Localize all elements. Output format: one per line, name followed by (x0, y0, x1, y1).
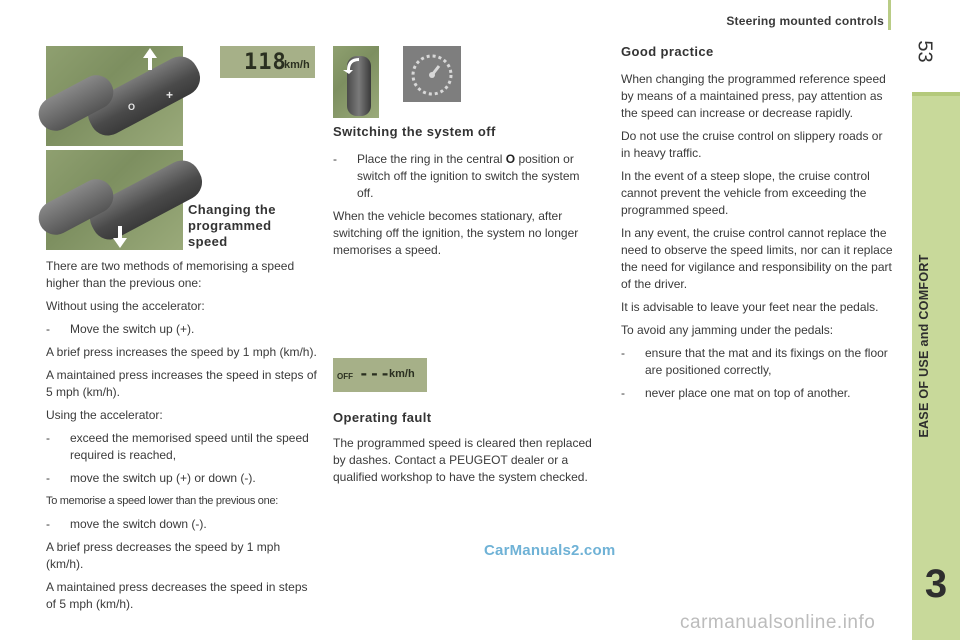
paragraph: A brief press decreases the speed by 1 mph (km/h). (46, 540, 281, 571)
paragraph: The programmed speed is cleared then replaced by dashes. Contact a PEUGEOT dealer or a qualified workshop to have the system checked. (333, 436, 592, 484)
fault-off-label: OFF (337, 372, 353, 381)
list-item: - never place one mat on top of another. (621, 386, 851, 400)
paragraph: It is advisable to leave your feet near the pedals. (621, 300, 879, 314)
paragraph: When changing the programmed reference speed by means of a maintained press, pay attention as the speed can increase or decrease rapidly. (621, 72, 886, 120)
list-item: - exceed the memorised speed until the speed required is reached, (46, 431, 309, 462)
paragraph: Using the accelerator: (46, 408, 163, 422)
list-item: - move the switch down (-). (46, 517, 207, 531)
list-item: - Place the ring in the central O position or switch off the ignition to switch the system off. (333, 152, 580, 200)
header-accent-bar (888, 0, 891, 30)
arrow-up-icon (142, 48, 158, 70)
watermark-carmanualsonline: carmanualsonline.info (680, 612, 876, 633)
fault-display-image (333, 358, 427, 392)
list-item: - ensure that the mat and its fixings on the floor are positioned correctly, (621, 346, 888, 377)
speed-unit: km/h (284, 59, 310, 71)
column-switching (333, 124, 598, 265)
paragraph: A maintained press decreases the speed in steps of 5 mph (km/h). (46, 580, 308, 611)
switching-heading: Switching the system off (333, 124, 496, 139)
speed-display-image (220, 46, 315, 78)
column-fault (333, 410, 598, 492)
changing-heading: Changing the programmed speed (188, 202, 276, 249)
paragraph: There are two methods of memorising a speed higher than the previous one: (46, 259, 295, 290)
fault-dashes: --- (359, 364, 391, 383)
cruise-gauge-image (403, 46, 461, 102)
arrow-down-icon (112, 226, 128, 248)
column-changing (46, 258, 318, 619)
stalk-photo-down (46, 150, 183, 250)
paragraph: In the event of a steep slope, the cruise control cannot prevent the vehicle from exceeding the programmed speed. (621, 169, 870, 217)
speed-digits: 118 (244, 50, 287, 75)
fault-unit: km/h (389, 368, 415, 380)
list-item: - move the switch up (+) or down (-). (46, 471, 256, 485)
paragraph: A maintained press increases the speed in steps of 5 mph (km/h). (46, 368, 317, 399)
paragraph: To avoid any jamming under the pedals: (621, 323, 834, 337)
paragraph: Without using the accelerator: (46, 299, 205, 313)
stalk-photo-up (46, 46, 183, 146)
good-practice-heading: Good practice (621, 44, 714, 59)
paragraph: When the vehicle becomes stationary, after switching off the ignition, the system no longer memorises a speed. (333, 209, 579, 257)
curved-arrow-icon (341, 54, 361, 74)
column-good-practice (621, 44, 893, 408)
speedometer-icon (403, 46, 461, 102)
paragraph: In any event, the cruise control cannot replace the need to observe the speed limits, nor can it replace the need for vigilance and responsibility on the part of the driver. (621, 226, 893, 291)
ring-mark-plus: + (166, 88, 174, 102)
fault-heading: Operating fault (333, 410, 432, 425)
ring-mark-o: O (128, 102, 136, 112)
running-header: Steering mounted controls (726, 14, 884, 28)
paragraph: A brief press increases the speed by 1 mph (km/h). (46, 345, 317, 359)
ring-photo (333, 46, 379, 118)
paragraph: Do not use the cruise control on slippery roads or in heavy traffic. (621, 129, 883, 160)
list-item: - Move the switch up (+). (46, 322, 195, 336)
side-band-edge (912, 92, 960, 96)
watermark-carmanuals2: CarManuals2.com (484, 542, 616, 559)
chapter-number: 3 (924, 562, 948, 606)
paragraph: To memorise a speed lower than the previous one: (46, 495, 279, 507)
page-number: 53 (913, 40, 936, 63)
